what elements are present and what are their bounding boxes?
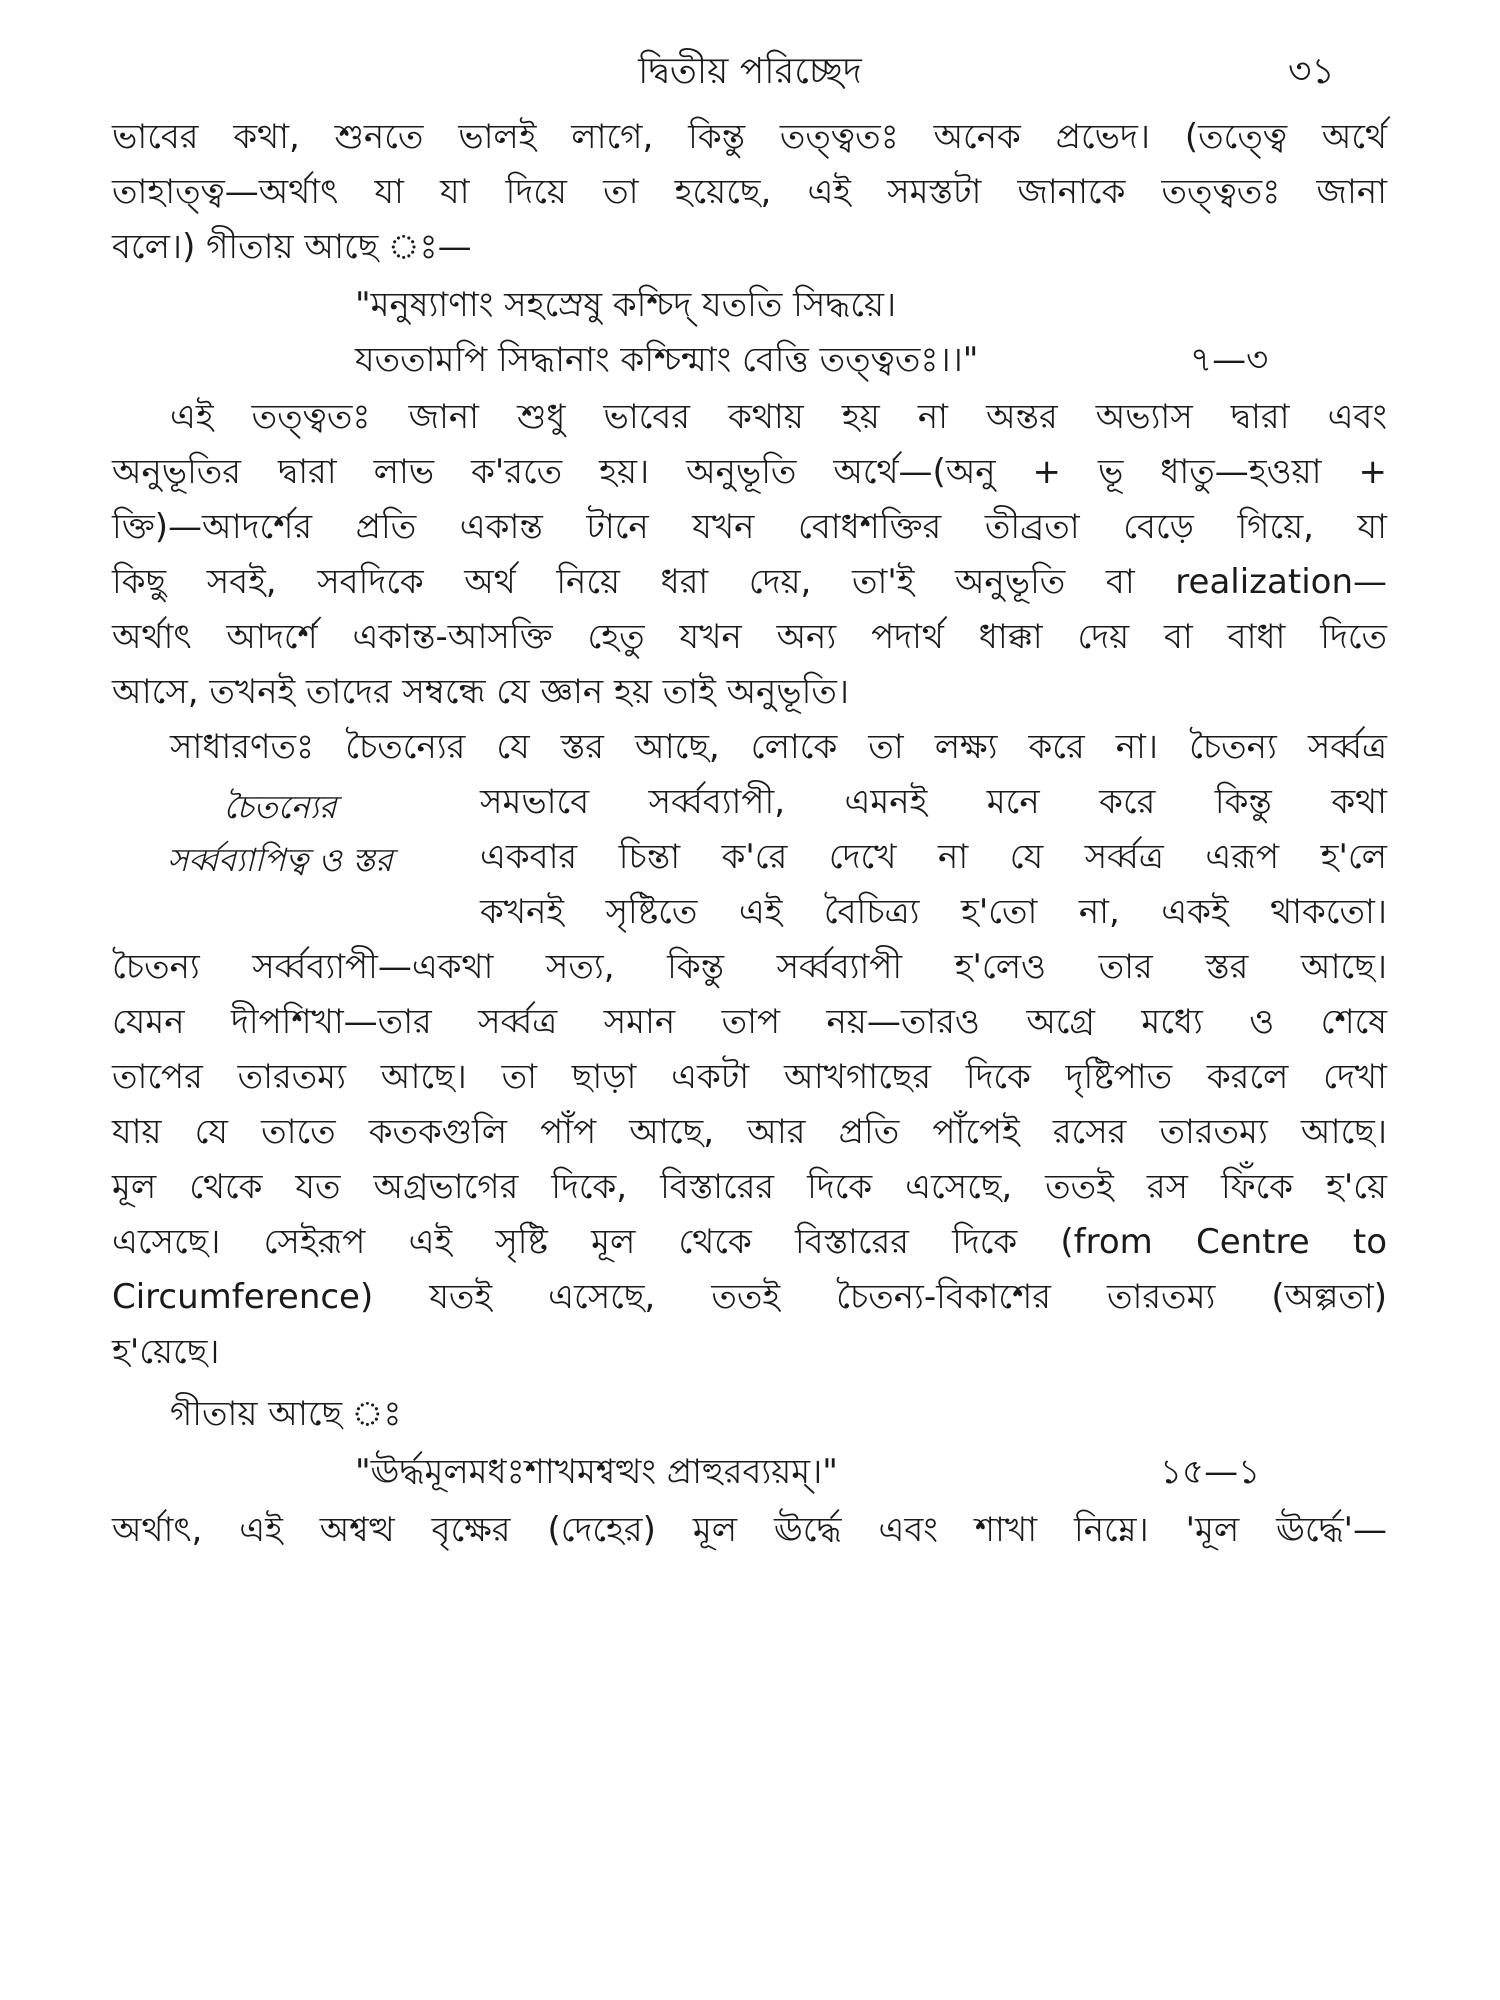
text-line: যেমন দীপশিখা—তার সর্ব্বত্র সমান তাপ নয়—তারও অগ্রে মধ্যে ও শেষে (112, 1002, 1387, 1042)
chapter-title: দ্বিতীয় পরিচ্ছেদ (638, 51, 862, 92)
text-line: অনুভূতির দ্বারা লাভ ক'রতে হয়। অনুভূতি অর্থে—(অনু + ভূ ধাতু—হওয়া + (112, 452, 1387, 492)
text-line: চৈতন্য সর্ব্বব্যাপী—একথা সত্য, কিন্তু সর্ব্বব্যাপী হ'লেও তার স্তর আছে। (112, 947, 1387, 987)
text-line: সমভাবে সর্ব্বব্যাপী, এমনই মনে করে কিন্তু কথা (480, 782, 1387, 822)
margin-note: সর্ব্বব্যাপিত্ব ও স্তর (167, 841, 393, 879)
text-line: তাপের তারতম্য আছে। তা ছাড়া একটা আখগাছের দিকে দৃষ্টিপাত করলে দেখা (112, 1057, 1387, 1097)
text-line: যায় যে তাতে কতকগুলি পাঁপ আছে, আর প্রতি পাঁপেই রসের তারতম্য আছে। (112, 1112, 1387, 1152)
text-line: তাহাত্ত্ব—অর্থাৎ যা যা দিয়ে তা হয়েছে, এই সমস্তটা জানাকে তত্ত্বতঃ জানা (112, 172, 1387, 212)
text-line: বলে।) গীতায় আছে ঃ— (112, 227, 472, 267)
verse-line: "ঊর্দ্ধমূলমধঃশাখমশ্বত্থং প্রাহুরব্যয়ম্।" (355, 1452, 838, 1492)
text-line: একবার চিন্তা ক'রে দেখে না যে সর্ব্বত্র এরূপ হ'লে (480, 837, 1387, 877)
page-number: ৩১ (1288, 51, 1335, 92)
text-line: সাধারণতঃ চৈতন্যের যে স্তর আছে, লোকে তা লক্ষ্য করে না। চৈতন্য সর্ব্বত্র (170, 727, 1387, 767)
text-line: হ'য়েছে। (112, 1332, 220, 1372)
verse-reference: ৭—৩ (1190, 340, 1269, 380)
text-line: ভাবের কথা, শুনতে ভালই লাগে, কিন্তু তত্ত্বতঃ অনেক প্রভেদ। (তত্ত্বে অর্থে (112, 117, 1387, 157)
text-line: মূল থেকে যত অগ্রভাগের দিকে, বিস্তারের দিকে এসেছে, ততই রস ফিঁকে হ'য়ে (112, 1167, 1387, 1207)
text-line: ক্তি)—আদর্শের প্রতি একান্ত টানে যখন বোধশক্তির তীব্রতা বেড়ে গিয়ে, যা (112, 507, 1387, 547)
text-line: কিছু সবই, সবদিকে অর্থ নিয়ে ধরা দেয়, তা'ই অনুভূতি বা realization— (112, 562, 1387, 602)
text-line: গীতায় আছে ঃ (170, 1394, 402, 1434)
text-line: অর্থাৎ আদর্শে একান্ত-আসক্তি হেতু যখন অন্য পদার্থ ধাক্কা দেয় বা বাধা দিতে (112, 617, 1387, 657)
text-line: Circumference) যতই এসেছে, ততই চৈতন্য-বিকাশের তারতম্য (অল্পতা) (112, 1277, 1387, 1317)
verse-line: যততামপি সিদ্ধানাং কশ্চিন্মাং বেত্তি তত্ত্বতঃ।।" (355, 340, 979, 380)
text-line: অর্থাৎ, এই অশ্বত্থ বৃক্ষের (দেহের) মূল ঊর্দ্ধে এবং শাখা নিম্নে। 'মূল ঊর্দ্ধে'— (112, 1510, 1387, 1550)
text-line: কখনই সৃষ্টিতে এই বৈচিত্র্য হ'তো না, একই থাকতো। (480, 892, 1387, 932)
verse-line: "মনুষ্যাণাং সহস্রেষু কশ্চিদ্ যততি সিদ্ধয়ে। (355, 285, 897, 325)
page-header (0, 52, 1500, 92)
text-line: এই তত্ত্বতঃ জানা শুধু ভাবের কথায় হয় না অন্তর অভ্যাস দ্বারা এবং (170, 397, 1387, 437)
margin-note: চৈতন্যের (223, 788, 337, 826)
verse-reference: ১৫—১ (1160, 1452, 1261, 1492)
text-line: আসে, তখনই তাদের সম্বন্ধে যে জ্ঞান হয় তাই অনুভূতি। (112, 672, 850, 712)
text-line: এসেছে। সেইরূপ এই সৃষ্টি মূল থেকে বিস্তারের দিকে (from Centre to (112, 1222, 1387, 1262)
